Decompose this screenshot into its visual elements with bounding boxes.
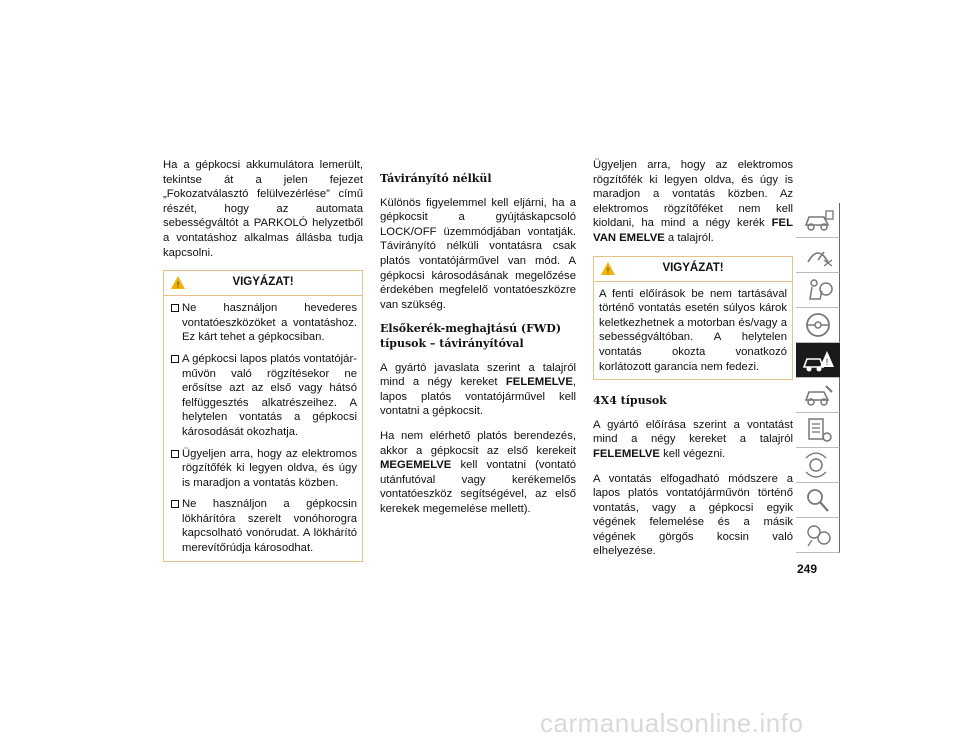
svg-text:!: ! bbox=[825, 357, 829, 367]
section-heading: 4X4 típusok bbox=[593, 394, 667, 408]
roadside-emergency-icon bbox=[800, 345, 836, 375]
intro-paragraph: Ha a gépkocsi akkumulátora lemerült, tekintse át a jelen fejezet „Fokozatválasztó felülvezérlése” című részét, hogy az automata sebességváltót a PARKOLÓ helyzetből a vontatáshoz alkalmas állásba tudja kapcsolni. bbox=[163, 159, 363, 259]
tab-vehicle[interactable] bbox=[796, 203, 840, 238]
tab-index[interactable] bbox=[796, 483, 840, 518]
tab-driving[interactable] bbox=[796, 308, 840, 343]
section-heading: Távirányító nélkül bbox=[380, 172, 492, 185]
warning-header bbox=[594, 257, 792, 282]
warning-item: A gépkocsi lapos platós vontatójárművön való rögzítésekor ne erősítse azt az első vagy hátsó felfüggesztés alkatrészeihez. A helytelen vontatás a gépkocsi károsodását okozhatja. bbox=[169, 352, 357, 440]
warning-item: Ügyeljen arra, hogy az elektromos rögzítőfék ki legyen oldva, és úgy is maradjon a vontatás közben. bbox=[169, 447, 357, 491]
chapter-tabs bbox=[796, 203, 840, 553]
tab-emergency[interactable] bbox=[796, 343, 840, 378]
steering-wheel-icon bbox=[800, 310, 836, 340]
tab-language[interactable] bbox=[796, 518, 840, 553]
svg-text:!: ! bbox=[176, 280, 180, 290]
warning-title: VIGYÁZAT! bbox=[662, 261, 724, 274]
watermark: carmanualsonline.info bbox=[540, 708, 804, 738]
warning-body bbox=[594, 282, 792, 380]
checkbox-bullet-icon bbox=[171, 355, 179, 363]
checkbox-bullet-icon bbox=[171, 304, 179, 312]
service-icon bbox=[800, 380, 836, 410]
warning-item: Ne használjon a gépkocsin lökhárítóra szerelt vonóhorogra kapcsolható vonórudat. A lökhárító merevítőrúdja károsodhat. bbox=[169, 497, 357, 555]
page-number: 249 bbox=[796, 562, 817, 576]
warning-title: VIGYÁZAT! bbox=[232, 276, 294, 289]
paragraph: A gyártó javaslata szerint a talajról mind a négy kereket FELEMELVE, lapos platós vontatójárművel kell vontatni a gépkocsit. bbox=[380, 361, 576, 418]
car-icon bbox=[800, 205, 836, 235]
tab-service[interactable] bbox=[796, 378, 840, 413]
column-right bbox=[593, 158, 793, 569]
multimedia-icon bbox=[800, 450, 836, 480]
paragraph: Ha nem elérhető platós berendezés, akkor a gépkocsit az első kerekeit MEGEMELVE kell vontatni (vontató utánfutóval vagy kerékemelős vontatóeszköz segítségével, az első kerekek megemelése mellett). bbox=[380, 429, 576, 515]
tab-dashboard[interactable] bbox=[796, 238, 840, 273]
search-icon bbox=[800, 485, 836, 515]
paragraph: Ügyeljen arra, hogy az elektromos rögzítőfék ki legyen oldva, és úgy is maradjon a vontatás közben. Az elektromos rögzítőféket nem kell kioldani, ha mind a négy kerék FEL VAN EMELVE a talajról. bbox=[593, 159, 793, 244]
section-heading: Elsőkerék-meghajtású (FWD) típusok – távirányítóval bbox=[380, 322, 562, 350]
tab-safety[interactable] bbox=[796, 273, 840, 308]
specifications-icon bbox=[800, 415, 836, 445]
checkbox-bullet-icon bbox=[171, 500, 179, 508]
airbag-icon bbox=[800, 275, 836, 305]
language-icon bbox=[800, 520, 836, 550]
warning-box bbox=[593, 256, 793, 381]
paragraph: A vontatás elfogadható módszere a lapos platós vontatójárművön történő vontatás, vagy a gépkocsi egyik végének felemelése és a másik végének görgős kocsin való elhelyezése. bbox=[593, 472, 793, 558]
column-middle bbox=[380, 158, 576, 526]
tab-specifications[interactable] bbox=[796, 413, 840, 448]
column-left bbox=[163, 158, 363, 574]
warning-item: Ne használjon hevederes vontatóeszközöket a vontatáshoz. Ez kárt tehet a gépkocsiban. bbox=[169, 301, 357, 345]
warning-header bbox=[164, 271, 362, 296]
checkbox-bullet-icon bbox=[171, 450, 179, 458]
warning-body bbox=[164, 296, 362, 561]
warning-text: A fenti előírások be nem tartásával történő vontatás esetén súlyos károk keletkezhetnek a motorban és/vagy a sebességváltóban. A helytelen vontatás okozta vonatkozó korlátozott garancia nem fedezi. bbox=[599, 287, 787, 373]
tab-multimedia[interactable] bbox=[796, 448, 840, 483]
dashboard-icon bbox=[800, 240, 836, 270]
warning-box bbox=[163, 270, 363, 562]
paragraph: Különös figyelemmel kell eljárni, ha a gépkocsit a gyújtáskapcsoló LOCK/OFF üzemmódjában vontatják. Távirányító nélküli vontatásra csak platós vontatójárművel van mód. A gépkocsi károsodásának megelőzése érdekében megfelelő vontatóeszközre van szükség. bbox=[380, 196, 576, 311]
svg-text:!: ! bbox=[606, 266, 610, 276]
paragraph: A gyártó előírása szerint a vontatást mind a négy kereket a talajról FELEMELVE kell végezni. bbox=[593, 418, 793, 460]
